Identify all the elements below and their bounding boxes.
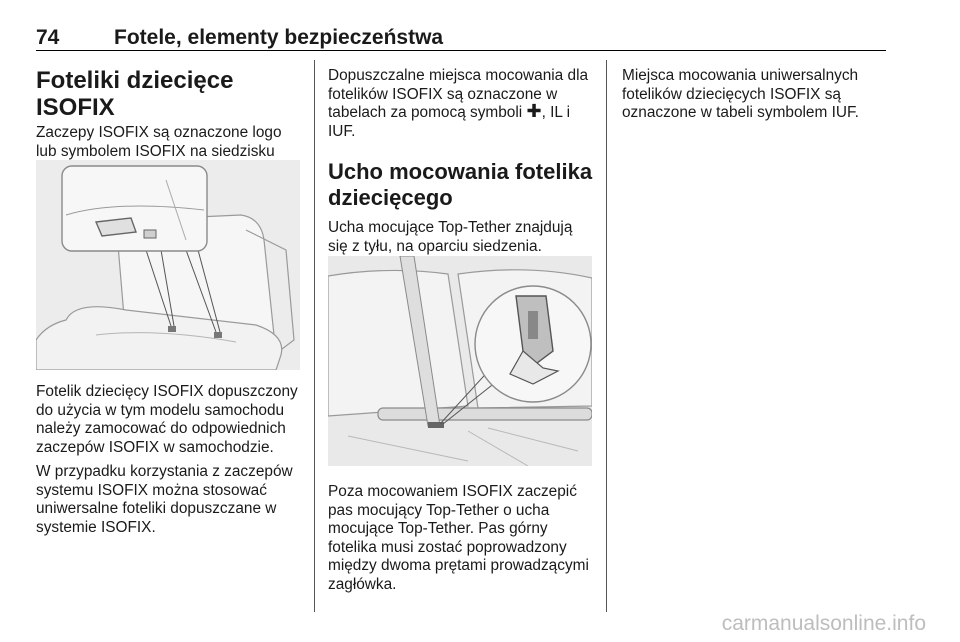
intro-paragraph: Zaczepy ISOFIX są oznaczone logo lub symbolem ISOFIX na siedzisku [36, 124, 282, 160]
isofix-seat-illustration [36, 160, 300, 370]
column-2-lower [328, 483, 596, 594]
site-watermark: carmanualsonline.info [721, 612, 926, 635]
isofix-universal-paragraph: W przypadku korzystania z zaczepów systemu ISOFIX można stosować uniwersalne foteliki dopuszczane w systemie ISOFIX. [36, 463, 293, 536]
positions-paragraph [328, 67, 596, 141]
positions-text-a: Dopuszczalne miejsca mocowania dla fotelików ISOFIX są oznaczone w tabelach za pomocą symboli [328, 67, 589, 121]
top-tether-drawing [328, 256, 592, 466]
chapter-title: Fotele, elementy bezpieczeństwa [114, 26, 444, 49]
positions-text-b: , IL i IUF. [328, 104, 571, 140]
cross-symbol-icon: ✚ [526, 101, 542, 121]
section-heading-isofix: Foteliki dziecięce ISOFIX [36, 67, 234, 121]
section-heading-top-tether: Ucho mocowania fotelika dziecięcego [328, 159, 593, 210]
column-divider-1 [314, 60, 315, 612]
column-3 [622, 67, 884, 123]
page-number: 74 [36, 26, 60, 49]
column-2 [328, 67, 596, 256]
iuf-positions-paragraph: Miejsca mocowania uniwersalnych fotelików dziecięcych ISOFIX są oznaczone w tabeli symbolem IUF. [622, 67, 859, 121]
page-header [36, 26, 886, 50]
top-tether-location-paragraph: Ucha mocujące Top-Tether znajdują się z tyłu, na oparciu siedzenia. [328, 219, 573, 255]
column-divider-2 [606, 60, 607, 612]
isofix-approval-paragraph: Fotelik dziecięcy ISOFIX dopuszczony do użycia w tym modelu samochodu należy zamocować do odpowiednich zaczepów ISOFIX w samochodzie. [36, 383, 298, 456]
top-tether-instructions-paragraph: Poza mocowaniem ISOFIX zaczepić pas mocujący Top-Tether o ucha mocujące Top-Tether. Pas górny fotelika musi zostać poprowadzony między dwoma prętami prowadzącymi zagłówka. [328, 483, 589, 593]
header-rule [36, 50, 886, 51]
top-tether-illustration [328, 256, 592, 466]
column-1-lower [36, 383, 304, 537]
isofix-seat-drawing [36, 160, 300, 370]
